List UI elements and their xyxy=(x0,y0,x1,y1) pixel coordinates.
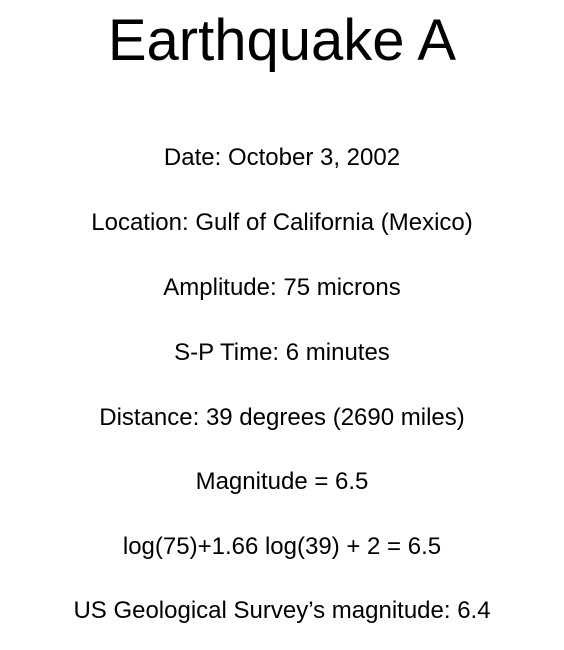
sp-time-line: S-P Time: 6 minutes xyxy=(174,339,390,366)
usgs-magnitude-line: US Geological Survey’s magnitude: 6.4 xyxy=(73,597,491,624)
formula-line: log(75)+1.66 log(39) + 2 = 6.5 xyxy=(122,533,442,560)
distance-line: Distance: 39 degrees (2690 miles) xyxy=(99,404,465,431)
amplitude-line: Amplitude: 75 microns xyxy=(163,274,401,301)
page-title: Earthquake A xyxy=(107,8,457,73)
magnitude-line: Magnitude = 6.5 xyxy=(195,468,369,495)
date-line: Date: October 3, 2002 xyxy=(163,144,401,171)
location-line: Location: Gulf of California (Mexico) xyxy=(91,209,473,236)
